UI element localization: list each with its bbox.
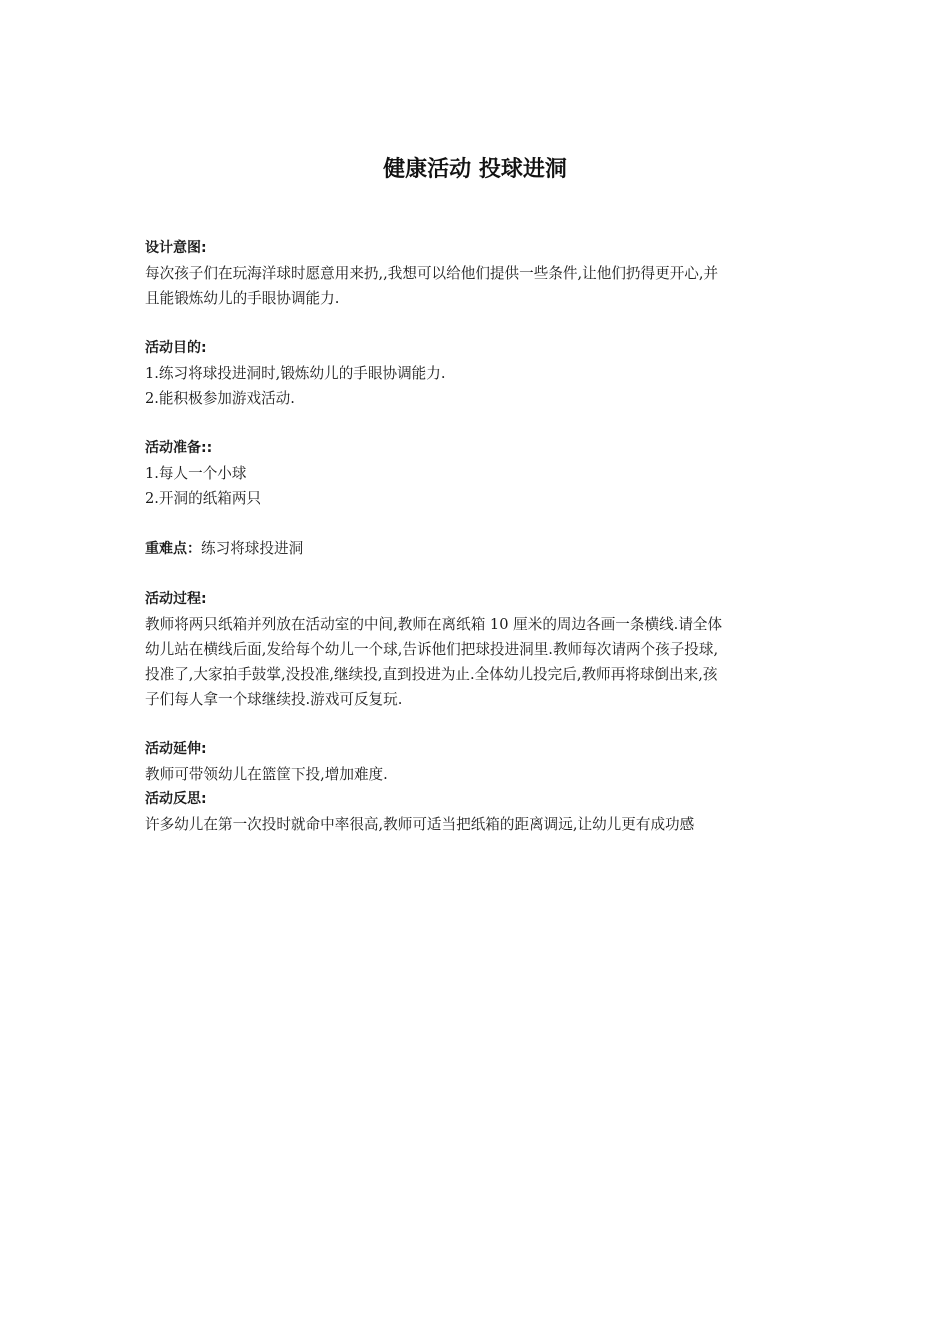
paragraph-line: 投准了,大家拍手鼓掌,没投准,继续投,直到投进为止.全体幼儿投完后,教师再将球倒出来,孩 — [145, 666, 718, 683]
section-heading: 活动反思: — [145, 791, 207, 807]
section-extension — [145, 737, 815, 787]
paragraph-line: 幼儿站在横线后面,发给每个幼儿一个球,告诉他们把球投进洞里.教师每次请两个孩子投球, — [145, 641, 719, 658]
document-body — [145, 236, 815, 837]
paragraph-line: 教师可带领幼儿在篮筐下投,增加难度. — [145, 766, 388, 783]
section-goals — [145, 336, 815, 411]
paragraph-line: 许多幼儿在第一次投时就命中率很高,教师可适当把纸箱的距离调远,让幼儿更有成功感 — [145, 816, 695, 833]
section-heading: 重难点： — [145, 541, 201, 557]
key-point-text: 练习将球投进洞 — [201, 540, 304, 557]
list-item: 1.每人一个小球 — [145, 465, 247, 482]
paragraph-line: 每次孩子们在玩海洋球时愿意用来扔,,我想可以给他们提供一些条件,让他们扔得更开心,并 — [145, 265, 719, 282]
section-heading: 活动目的: — [145, 340, 207, 356]
key-point-line — [145, 536, 815, 562]
section-heading: 活动过程: — [145, 591, 207, 607]
section-reflection — [145, 787, 815, 837]
section-heading: 设计意图: — [145, 240, 207, 256]
paragraph-line: 教师将两只纸箱并列放在活动室的中间,教师在离纸箱 10 厘米的周边各画一条横线.请全体 — [145, 616, 723, 633]
section-heading: 活动延伸: — [145, 741, 207, 757]
list-item: 2.能积极参加游戏活动. — [145, 390, 295, 407]
section-prep — [145, 436, 815, 511]
section-key — [145, 536, 815, 562]
section-process — [145, 587, 815, 712]
paragraph-line: 子们每人拿一个球继续投.游戏可反复玩. — [145, 691, 403, 708]
section-heading: 活动准备:: — [145, 440, 213, 456]
section-intent — [145, 236, 815, 311]
list-item: 2.开洞的纸箱两只 — [145, 490, 262, 507]
document-title: 健康活动 投球进洞 — [383, 157, 567, 182]
list-item: 1.练习将球投进洞时,锻炼幼儿的手眼协调能力. — [145, 365, 446, 382]
paragraph-line: 且能锻炼幼儿的手眼协调能力. — [145, 290, 340, 307]
